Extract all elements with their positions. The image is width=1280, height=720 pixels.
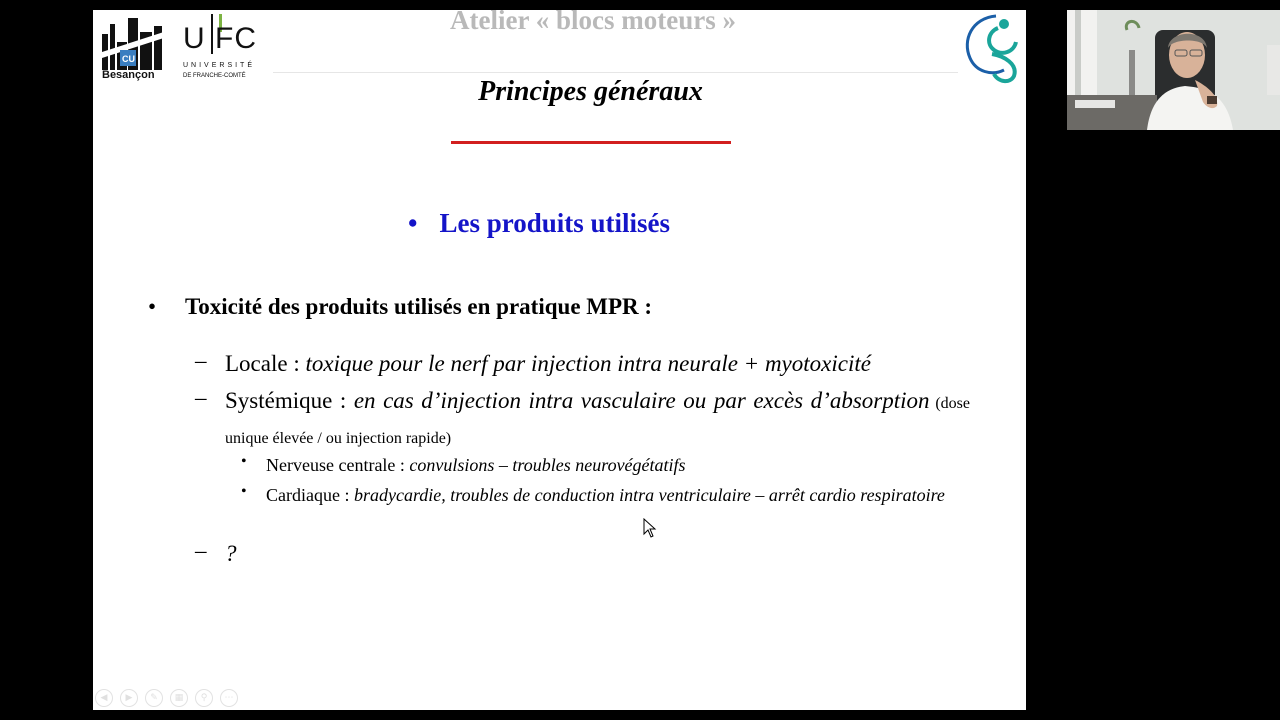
nerveuse-text: convulsions – troubles neurovégétatifs xyxy=(409,455,686,475)
section-heading-text: Les produits utilisés xyxy=(439,208,671,238)
header-title: Atelier « blocs moteurs » xyxy=(450,10,736,35)
presenter-controls xyxy=(95,687,245,707)
systemique-dash: – xyxy=(195,385,207,410)
question-text: ? xyxy=(225,541,237,566)
locale-item xyxy=(195,348,970,380)
toxicity-bullet xyxy=(148,294,652,320)
title-underline xyxy=(451,141,731,144)
toxicity-bullet-mark: • xyxy=(148,294,157,319)
cardiaque-label: Cardiaque : xyxy=(266,485,354,505)
locale-dash: – xyxy=(195,348,207,373)
svg-text:CU: CU xyxy=(122,54,135,64)
slides-grid-icon[interactable]: ▦ xyxy=(170,689,188,707)
slide-subtitle: Principes généraux xyxy=(478,76,703,107)
heading-bullet: • xyxy=(408,208,418,238)
systemique-label: Systémique : xyxy=(225,388,354,413)
systemique-item xyxy=(195,385,970,455)
locale-label: Locale : xyxy=(225,351,306,376)
next-slide-icon[interactable]: ▶ xyxy=(120,689,138,707)
systemique-note: (dose unique élevée / ou injection rapide) xyxy=(225,395,970,447)
nerveuse-item xyxy=(241,453,971,478)
prev-slide-icon[interactable]: ◀ xyxy=(95,689,113,707)
ufc-logo-line2: DE FRANCHE-COMTÉ xyxy=(183,73,246,79)
zoom-icon[interactable]: ⚲ xyxy=(195,689,213,707)
toxicity-title: Toxicité des produits utilisés en pratique MPR : xyxy=(185,294,653,319)
chu-logo-text: Besançon xyxy=(102,69,155,81)
question-item xyxy=(195,538,970,570)
question-dash: – xyxy=(195,538,207,563)
presentation-slide xyxy=(93,10,1026,710)
cardiaque-item xyxy=(241,483,971,508)
webcam-video xyxy=(1067,10,1280,130)
nerveuse-label: Nerveuse centrale : xyxy=(266,455,410,475)
ufc-logo-icon xyxy=(183,22,273,79)
cardiaque-bullet: • xyxy=(241,483,247,500)
pen-icon[interactable]: ✎ xyxy=(145,689,163,707)
systemique-text: en cas d’injection intra vasculaire ou par excès d’absorption xyxy=(353,388,930,413)
cardiaque-text: bradycardie, troubles de conduction intra ventriculaire – arrêt cardio respiratoire xyxy=(353,485,945,505)
ufc-logo-line1: UNIVERSITÉ xyxy=(183,62,256,69)
ufc-logo-main: U FC xyxy=(183,22,257,55)
section-heading xyxy=(408,208,670,239)
header-divider xyxy=(273,72,958,73)
locale-text: toxique pour le nerf par injection intra neurale + myotoxicité xyxy=(305,351,871,376)
society-logo-icon xyxy=(958,10,1026,86)
mouse-cursor-icon xyxy=(643,518,657,538)
nerveuse-bullet: • xyxy=(241,453,247,470)
more-options-icon[interactable]: ⋯ xyxy=(220,689,238,707)
